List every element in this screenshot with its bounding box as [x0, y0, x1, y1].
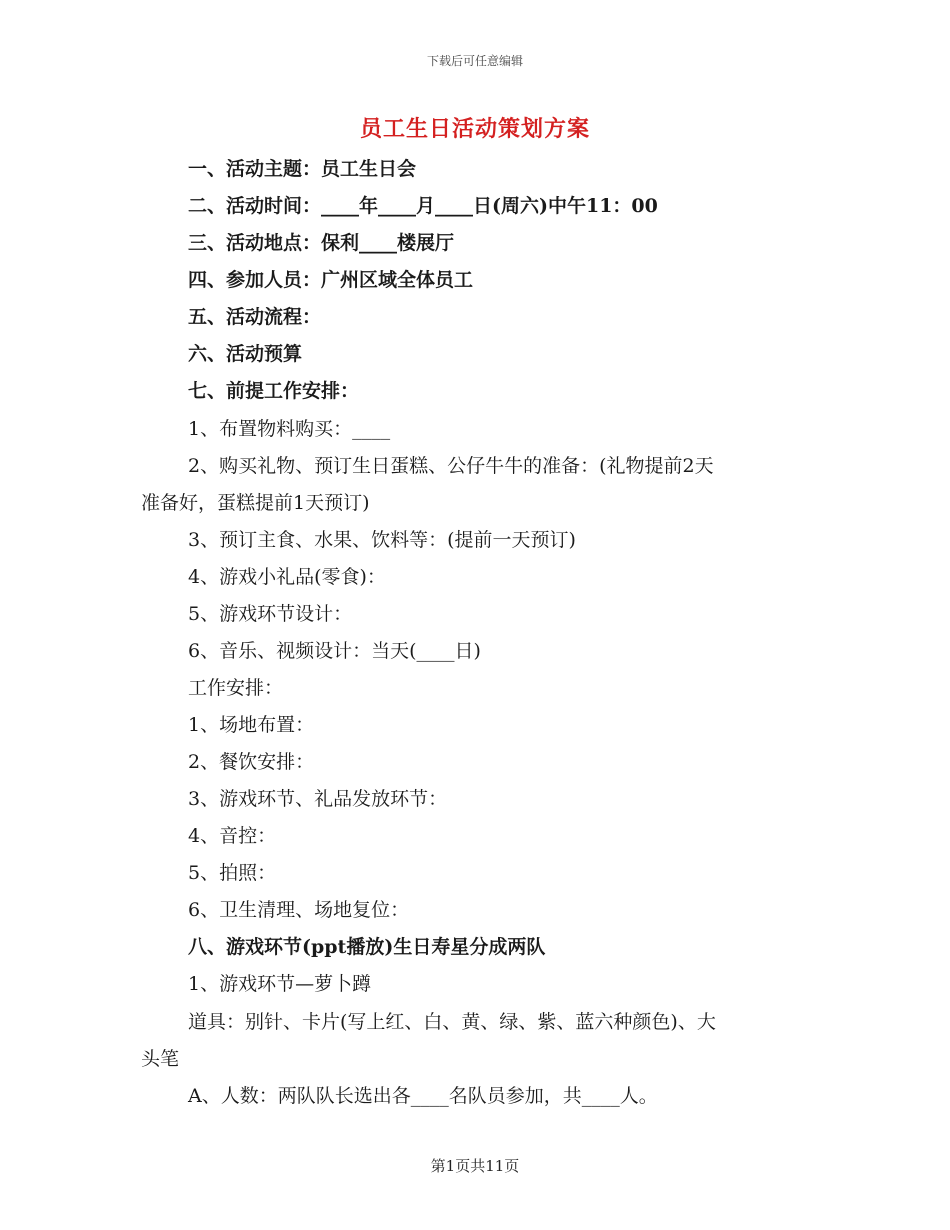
section-games: 八、游戏环节(ppt播放)生日寿星分成两队 [188, 936, 546, 958]
list-item: 6、音乐、视频设计：当天(____日) [188, 640, 481, 662]
document-title: 员工生日活动策划方案 [359, 116, 590, 142]
list-item: A、人数：两队队长选出各____名队员参加，共____人。 [188, 1085, 658, 1107]
section-preparation: 七、前提工作安排： [188, 380, 360, 402]
section-time: 二、活动时间：____年____月____日(周六)中午11：00 [188, 195, 658, 217]
list-item: 1、场地布置： [188, 714, 315, 736]
list-item: 3、预订主食、水果、饮料等：(提前一天预订) [188, 529, 576, 551]
section-budget: 六、活动预算 [188, 343, 303, 365]
list-item-continuation: 头笔 [141, 1048, 180, 1070]
list-item: 1、游戏环节—萝卜蹲 [188, 973, 372, 995]
list-item-continuation: 准备好，蛋糕提前1天预订) [141, 492, 370, 514]
page-footer: 第1页共11页 [430, 1157, 520, 1175]
list-item: 2、餐饮安排： [188, 751, 315, 773]
list-item: 6、卫生清理、场地复位： [188, 899, 410, 921]
section-process: 五、活动流程： [188, 306, 322, 328]
list-item: 4、游戏小礼品(零食)： [188, 566, 386, 588]
list-item: 5、拍照： [188, 862, 277, 884]
header-note: 下载后可任意编辑 [426, 54, 523, 68]
subheading-work-arrangement: 工作安排： [188, 677, 284, 699]
section-participants: 四、参加人员：广州区域全体员工 [188, 269, 474, 291]
list-item: 1、布置物料购买：____ [188, 418, 391, 440]
list-item: 2、购买礼物、预订生日蛋糕、公仔牛牛的准备：(礼物提前2天 [188, 455, 714, 477]
list-item: 5、游戏环节设计： [188, 603, 353, 625]
list-item: 道具：别针、卡片(写上红、白、黄、绿、紫、蓝六种颜色)、大 [188, 1011, 716, 1033]
section-location: 三、活动地点：保利____楼展厅 [188, 232, 455, 254]
list-item: 4、音控： [188, 825, 277, 847]
section-theme: 一、活动主题：员工生日会 [188, 158, 417, 180]
list-item: 3、游戏环节、礼品发放环节： [188, 788, 448, 810]
